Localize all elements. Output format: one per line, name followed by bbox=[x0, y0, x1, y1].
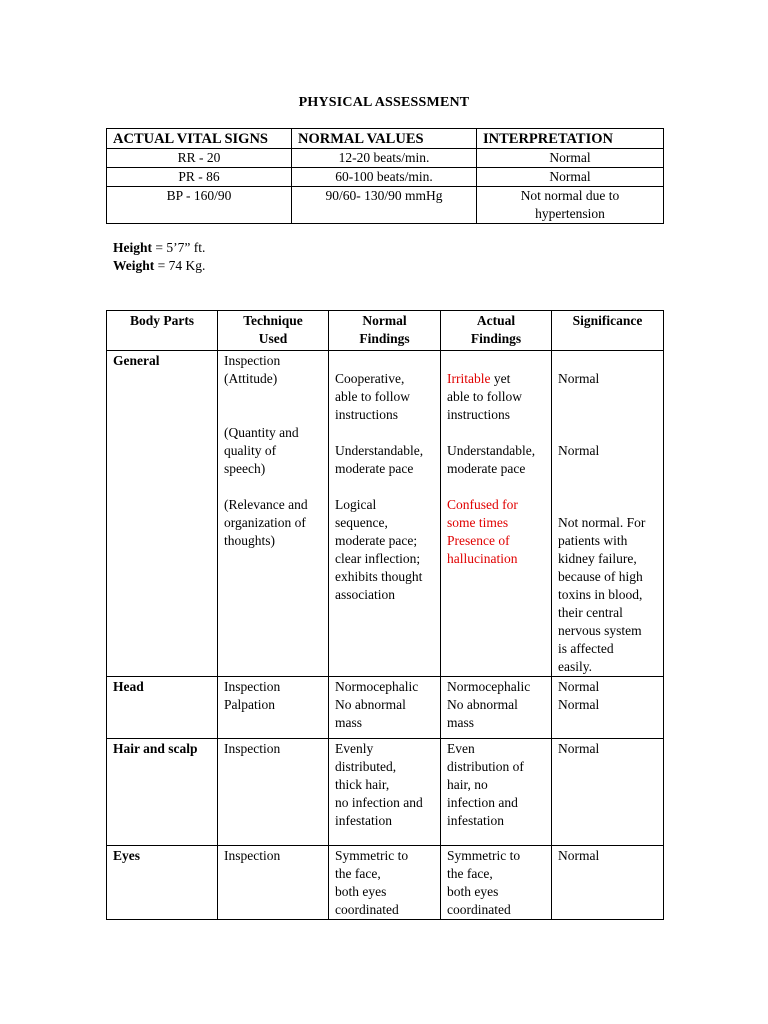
page-title: PHYSICAL ASSESSMENT bbox=[298, 95, 470, 110]
interpretation-line: Not normal due to bbox=[520, 188, 620, 203]
vitals-actual-cell: BP - 160/90 bbox=[107, 187, 292, 224]
technique-cell: Inspection (Attitude) (Quantity and quality of speech) (Relevance and organization of thoughts) bbox=[218, 351, 329, 677]
physical-assessment-table bbox=[106, 310, 664, 920]
body-part-cell: Head bbox=[107, 677, 218, 739]
actual-findings-cell: Normocephalic No abnormal mass bbox=[441, 677, 552, 739]
weight-value: = 74 Kg. bbox=[154, 258, 206, 273]
significance-cell: Normal bbox=[552, 739, 664, 846]
body-part-cell: Eyes bbox=[107, 846, 218, 920]
vitals-row-pr bbox=[107, 168, 664, 187]
vitals-header-row bbox=[107, 129, 664, 149]
header-body-parts: Body Parts bbox=[107, 311, 218, 351]
significance-cell: Normal Normal bbox=[552, 677, 664, 739]
abnormal-finding: some times bbox=[447, 515, 509, 530]
body-part-cell: General bbox=[107, 351, 218, 677]
normal-findings-cell: Evenly distributed, thick hair, no infection and infestation bbox=[329, 739, 441, 846]
vitals-actual-cell: RR - 20 bbox=[107, 149, 292, 168]
vitals-interpretation-cell: Normal bbox=[477, 149, 664, 168]
technique-cell: Inspection bbox=[218, 846, 329, 920]
vitals-interpretation-cell bbox=[477, 187, 664, 224]
vitals-actual-cell: PR - 86 bbox=[107, 168, 292, 187]
vitals-normal-cell: 12-20 beats/min. bbox=[292, 149, 477, 168]
interpretation-line: hypertension bbox=[535, 206, 605, 221]
vitals-header-interpretation: INTERPRETATION bbox=[477, 129, 664, 149]
actual-findings-cell: Even distribution of hair, no infection and infestation bbox=[441, 739, 552, 846]
vitals-row-rr bbox=[107, 149, 664, 168]
abnormal-finding: hallucination bbox=[447, 551, 518, 566]
abnormal-finding: Confused for bbox=[447, 497, 518, 512]
technique-cell: Inspection bbox=[218, 739, 329, 846]
assessment-header-row bbox=[107, 311, 664, 351]
vitals-interpretation-cell: Normal bbox=[477, 168, 664, 187]
significance-cell: Normal bbox=[552, 846, 664, 920]
vitals-normal-cell: 90/60- 130/90 mmHg bbox=[292, 187, 477, 224]
body-part-cell: Hair and scalp bbox=[107, 739, 218, 846]
height-measurement bbox=[113, 239, 205, 257]
vitals-header-actual: ACTUAL VITAL SIGNS bbox=[107, 129, 292, 149]
actual-findings-cell: Symmetric to the face, both eyes coordinated bbox=[441, 846, 552, 920]
header-actual-findings: Actual Findings bbox=[441, 311, 552, 351]
weight-measurement bbox=[113, 257, 205, 275]
significance-cell: Normal Normal Not normal. For patients with kidney failure, because of high toxins in blood, their central nervous system is affected easily. bbox=[552, 351, 664, 677]
height-value: = 5’7” ft. bbox=[152, 240, 206, 255]
body-measurements bbox=[113, 239, 205, 275]
vitals-header-normal: NORMAL VALUES bbox=[292, 129, 477, 149]
header-significance: Significance bbox=[552, 311, 664, 351]
abnormal-finding: Irritable bbox=[447, 371, 491, 386]
technique-cell: Inspection Palpation bbox=[218, 677, 329, 739]
assessment-row-eyes bbox=[107, 846, 664, 920]
actual-findings-cell: Irritable yet able to follow instructions Understandable, moderate pace Confused for some times Presence of hallucination bbox=[441, 351, 552, 677]
vitals-row-bp bbox=[107, 187, 664, 224]
assessment-row-head bbox=[107, 677, 664, 739]
normal-findings-cell: Symmetric to the face, both eyes coordinated bbox=[329, 846, 441, 920]
normal-findings-cell: Normocephalic No abnormal mass bbox=[329, 677, 441, 739]
vital-signs-table bbox=[106, 128, 664, 224]
header-normal-findings: Normal Findings bbox=[329, 311, 441, 351]
assessment-row-general bbox=[107, 351, 664, 677]
height-label: Height bbox=[113, 240, 152, 255]
header-technique: Technique Used bbox=[218, 311, 329, 351]
abnormal-finding: Presence of bbox=[447, 533, 510, 548]
normal-findings-cell: Cooperative, able to follow instructions Understandable, moderate pace Logical sequence, moderate pace; clear inflection; exhibits thought association bbox=[329, 351, 441, 677]
vitals-normal-cell: 60-100 beats/min. bbox=[292, 168, 477, 187]
assessment-row-hair-and-scalp bbox=[107, 739, 664, 846]
weight-label: Weight bbox=[113, 258, 155, 273]
